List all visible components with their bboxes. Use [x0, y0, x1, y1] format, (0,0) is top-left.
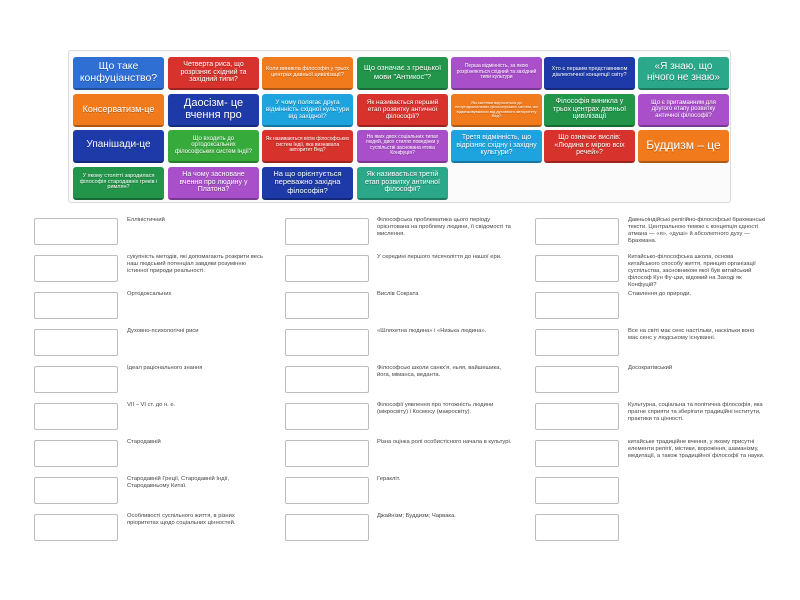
drop-target-box[interactable] [34, 477, 118, 504]
draggable-answer-tile[interactable]: Філософія виникла у трьох центрах давньої цивілізації [544, 94, 635, 127]
draggable-answer-tile[interactable]: Упанішади-це [73, 130, 164, 163]
drop-target-box[interactable] [535, 218, 619, 245]
match-prompt-text: Ортодоксальних [127, 291, 172, 297]
drop-target-box[interactable] [535, 366, 619, 393]
match-prompt-text: Різна оцінка ролі особистісного начала в культурі. [377, 439, 512, 445]
match-prompt-text: Філософська проблематика цього періоду орієнтована на проблему людини, її свідомості та мислення. [377, 217, 511, 238]
draggable-answer-tile[interactable]: Третя відмінність, що відрізняє східну і західну культури? [451, 130, 542, 163]
draggable-answer-tile[interactable]: На що орієнтується переважно західна філософія? [262, 167, 353, 200]
draggable-answer-tile[interactable]: Як називається перший етап розвитку античної філософії? [357, 94, 448, 127]
match-prompt-text: У середині першого тисячоліття до нашої ери. [377, 254, 502, 260]
drop-target-box[interactable] [34, 218, 118, 245]
match-prompt-text: Китайсько-філософська школа, основа китайського способу життя, принцип організації суспільства, засновником якої був китайський філософ Кун Фу-цзи, відомий на Заході як Конфуцій? [628, 254, 756, 288]
match-prompt-text: Ставлення до природи. [628, 291, 692, 297]
match-prompt-text: Джайнізм; Буддизм; Чарвака. [377, 513, 456, 519]
drop-target-box[interactable] [34, 329, 118, 356]
drop-target-box[interactable] [285, 366, 369, 393]
draggable-answer-tile[interactable]: Даосізм- це вчення про [168, 94, 259, 127]
drop-target-box[interactable] [535, 403, 619, 430]
draggable-answer-tile[interactable]: Консерватизм-це [73, 94, 164, 127]
drop-target-box[interactable] [285, 292, 369, 319]
drop-target-box[interactable] [535, 329, 619, 356]
match-prompt-text: Філософії уявлення про тотожність людини (мікросвіту) і Космосу (макросвіту). [377, 402, 494, 416]
draggable-answer-tile[interactable]: Що входить до ортодоксальних філософських систем Індії? [168, 130, 259, 163]
match-prompt-text: Філософські школи санкх'я, ньяя, вайшешика, йога, міманса, веданта. [377, 365, 501, 379]
draggable-answer-tile[interactable]: На яких двох соціальних типах людей, двох стилях поведінки у суспільстві заснована етика Конфуція? [357, 130, 448, 163]
match-prompt-text: китайське традиційне вчення, у якому присутні елементи релігії, містики, ворожіння, шаманізму, медитації, а також традиційної філософії та науки. [628, 439, 765, 460]
drop-target-box[interactable] [34, 366, 118, 393]
drop-target-box[interactable] [285, 218, 369, 245]
drop-target-box[interactable] [34, 292, 118, 319]
draggable-answer-tile[interactable]: Що таке конфуціанство? [73, 57, 164, 90]
match-prompt-text: Давньоіндійські релігійно-філософські брахманські тексти. Центральною темою є концепція єдності атмана — «я», «душі» й абсолютного духу — Брахмана. [628, 217, 766, 245]
draggable-answer-tile[interactable]: На чому засноване вчення про людину у Платона? [168, 167, 259, 200]
drop-target-box[interactable] [285, 403, 369, 430]
match-prompt-text: Вислів Сократа [377, 291, 419, 297]
tiles-panel [68, 50, 731, 203]
draggable-answer-tile[interactable]: Як називаються вісім філософських систем Індії, яка визнавала авторитет Вед? [262, 130, 353, 163]
drop-target-box[interactable] [285, 477, 369, 504]
match-prompt-text: Особливості суспільного життя, в різних пріоритетах щодо соціальних цінностей. [127, 513, 236, 527]
draggable-answer-tile[interactable]: У чому полягає друга відмінність східної культури від західної? [262, 94, 353, 127]
drop-target-box[interactable] [285, 255, 369, 282]
draggable-answer-tile[interactable]: Буддизм – це [638, 130, 729, 163]
match-prompt-text: Геракліт. [377, 476, 401, 482]
match-prompt-text: «Шляхетна людина» і «Низька людина». [377, 328, 487, 334]
match-prompt-text: Культурна, соціальна та політична філософія, яка прагне сприяти та зберігати традиційні інститути, практики та цінності. [628, 402, 763, 423]
drop-target-box[interactable] [535, 477, 619, 504]
drop-target-box[interactable] [285, 329, 369, 356]
draggable-answer-tile[interactable]: Як називається третій етап розвитку античної філософії? [357, 167, 448, 200]
drop-target-box[interactable] [535, 440, 619, 467]
match-prompt-text: сукупність методів, які допомагають розкрити весь наш людський потенціал завдяки розумінню істинної природи реальності. [127, 254, 263, 275]
drop-target-box[interactable] [34, 514, 118, 541]
draggable-answer-tile[interactable]: Четверта риса, що розрізняє східний та західний типи? [168, 57, 259, 90]
drop-target-box[interactable] [34, 440, 118, 467]
draggable-answer-tile[interactable]: Які системи відносяться до неортодоксальних філософських систем, які відмежовувалися від духовного авторитету Вед? [451, 94, 542, 127]
draggable-answer-tile[interactable]: У якому столітті зародилася філософія стародавніх греків і римлян? [73, 167, 164, 200]
drop-target-box[interactable] [34, 255, 118, 282]
draggable-answer-tile[interactable]: Що означає вислів: «Людина є мірою всіх речей»? [544, 130, 635, 163]
match-prompt-text: Досократівський [628, 365, 673, 371]
draggable-answer-tile[interactable]: Перша відмінність, за якою розрізняються східний та західний типи культури [451, 57, 542, 90]
match-prompt-text: Стародавній [127, 439, 161, 445]
drop-target-box[interactable] [535, 514, 619, 541]
match-prompt-text: VII – VI ст. до н. е. [127, 402, 176, 408]
draggable-answer-tile[interactable]: Коли виникла філософія у трьох центрах давньої цивілізації? [262, 57, 353, 90]
drop-target-box[interactable] [535, 292, 619, 319]
match-prompt-text: Ідеал раціонального знання [127, 365, 203, 371]
match-prompt-text: Елліністичний [127, 217, 165, 223]
draggable-answer-tile[interactable]: Що є притаманним для другого етапу розвитку античної філософії? [638, 94, 729, 127]
match-prompt-text: Все на світі має сенс настільки, наскільки воно має сенс у людському існуванні. [628, 328, 755, 342]
match-prompt-text: Стародавній Греції, Стародавній Індії, Стародавньому Китаї. [127, 476, 230, 490]
draggable-answer-tile[interactable]: Що означає з грецької мови "Антикос"? [357, 57, 448, 90]
drop-target-box[interactable] [285, 440, 369, 467]
drop-target-box[interactable] [285, 514, 369, 541]
draggable-answer-tile[interactable]: «Я знаю, що нічого не знаю» [638, 57, 729, 90]
draggable-answer-tile[interactable]: Хто є першим представником діалектичної концепції світу? [544, 57, 635, 90]
drop-target-box[interactable] [535, 255, 619, 282]
drop-target-box[interactable] [34, 403, 118, 430]
match-prompt-text: Духовно-психологічні риси [127, 328, 199, 334]
